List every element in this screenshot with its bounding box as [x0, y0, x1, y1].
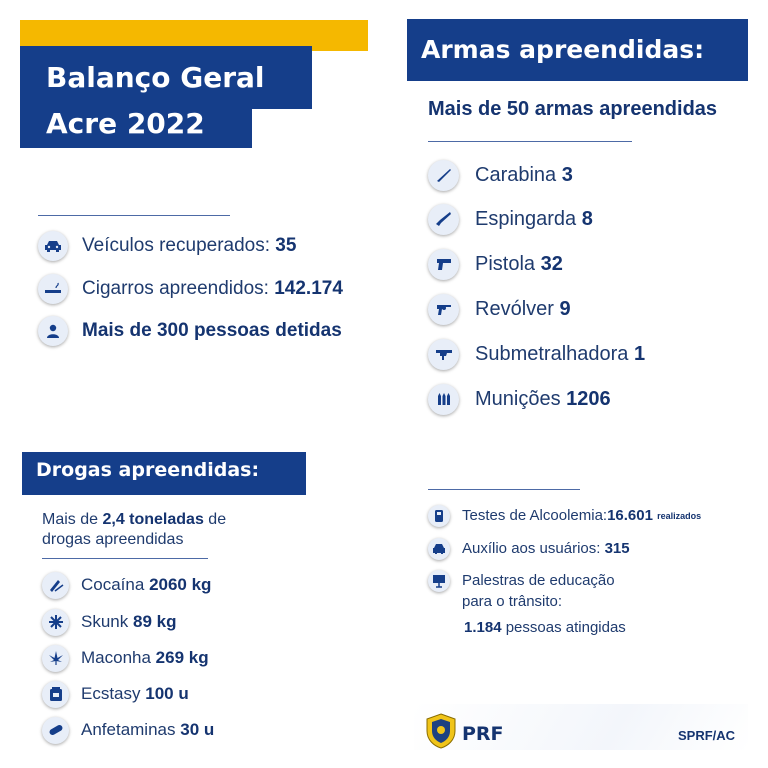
- atingidas-line: [464, 619, 626, 636]
- item-label: pessoas atingidas: [505, 619, 626, 636]
- breathalyzer-icon: [428, 505, 450, 527]
- item-value: 1.184: [464, 619, 502, 636]
- carbine-icon: [428, 160, 459, 191]
- list-item: [42, 644, 209, 672]
- item-value: 2060 kg: [149, 575, 212, 594]
- list-item: [38, 274, 343, 304]
- item-value: 30 u: [180, 720, 215, 739]
- item-value: 16.601: [607, 507, 653, 524]
- shotgun-icon: [428, 204, 459, 235]
- drogas-title: Drogas apreendidas:: [22, 452, 306, 495]
- item-label: Munições: [475, 387, 561, 410]
- list-item: [428, 338, 645, 370]
- list-item: [428, 203, 593, 235]
- presentation-icon: [428, 570, 450, 592]
- list-item: [42, 680, 189, 708]
- list-item: [38, 316, 342, 346]
- armas-subtitle: Mais de 50 armas apreendidas: [428, 98, 718, 120]
- item-value: 35: [275, 235, 297, 256]
- item-label: Submetralhadora: [475, 342, 629, 365]
- item-label: Veículos recuperados:: [82, 235, 271, 256]
- list-item: [42, 716, 214, 744]
- item-suffix: realizados: [657, 510, 702, 521]
- car-assist-icon: [428, 538, 450, 560]
- item-label: Skunk: [81, 612, 129, 631]
- revolver-icon: [428, 294, 459, 325]
- prf-badge-icon: [426, 713, 456, 754]
- item-label: Revólver: [475, 297, 554, 320]
- list-item: [428, 248, 563, 280]
- balanco-title-line2: Acre 2022: [20, 102, 252, 148]
- list-item: [42, 608, 176, 636]
- footer-unit: SPRF/AC: [678, 728, 736, 743]
- item-value: 142.174: [274, 278, 343, 299]
- divider: [42, 558, 208, 559]
- divider: [428, 489, 580, 490]
- item-value: 315: [604, 540, 630, 557]
- list-item: [428, 504, 701, 527]
- drogas-subtitle: Mais de 2,4 toneladas de drogas apreendidas: [42, 511, 227, 548]
- item-label: Auxílio aos usuários:: [462, 540, 601, 557]
- item-label: Carabina: [475, 163, 557, 186]
- item-label: Mais de 300 pessoas detidas: [82, 320, 342, 341]
- list-item: [42, 571, 211, 599]
- balanco-title-line1: Balanço Geral: [20, 46, 312, 109]
- list-item: [428, 537, 630, 560]
- item-value: 3: [561, 163, 573, 186]
- item-label: Anfetaminas: [81, 720, 176, 739]
- item-value: 8: [581, 207, 593, 230]
- list-item: [428, 159, 573, 191]
- marijuana-leaf-icon: [42, 645, 69, 672]
- item-label: Maconha: [81, 648, 151, 667]
- item-value: 100 u: [145, 684, 189, 703]
- divider: [38, 215, 230, 216]
- item-label: Cigarros apreendidos:: [82, 278, 269, 299]
- item-value: 89 kg: [132, 612, 177, 631]
- item-value: 32: [540, 252, 563, 275]
- list-item: [38, 231, 296, 261]
- divider: [428, 141, 632, 142]
- item-label-line2: para o trânsito:: [462, 593, 563, 610]
- item-value: 9: [559, 297, 571, 320]
- person-icon: [38, 316, 68, 346]
- item-label: Espingarda: [475, 207, 577, 230]
- car-icon: [38, 231, 68, 261]
- pistol-icon: [428, 249, 459, 280]
- cocaine-icon: [42, 572, 69, 599]
- cigarette-icon: [38, 274, 68, 304]
- item-label: Testes de Alcoolemia:: [462, 507, 608, 524]
- item-label: Cocaína: [81, 575, 145, 594]
- pill-icon: [42, 717, 69, 744]
- item-label: Pistola: [475, 252, 536, 275]
- list-item: [428, 293, 571, 325]
- skunk-icon: [42, 609, 69, 636]
- item-value: 1206: [566, 387, 611, 410]
- item-label: Ecstasy: [81, 684, 141, 703]
- item-value: 1: [634, 342, 646, 365]
- ammunition-icon: [428, 384, 459, 415]
- item-value: 269 kg: [155, 648, 209, 667]
- item-label-line1: Palestras de educação: [462, 572, 615, 589]
- armas-title: Armas apreendidas:: [407, 19, 748, 81]
- list-item: [428, 383, 611, 415]
- footer-brand: PRF: [462, 723, 504, 745]
- ecstasy-icon: [42, 681, 69, 708]
- list-item: [428, 570, 615, 612]
- submachine-gun-icon: [428, 339, 459, 370]
